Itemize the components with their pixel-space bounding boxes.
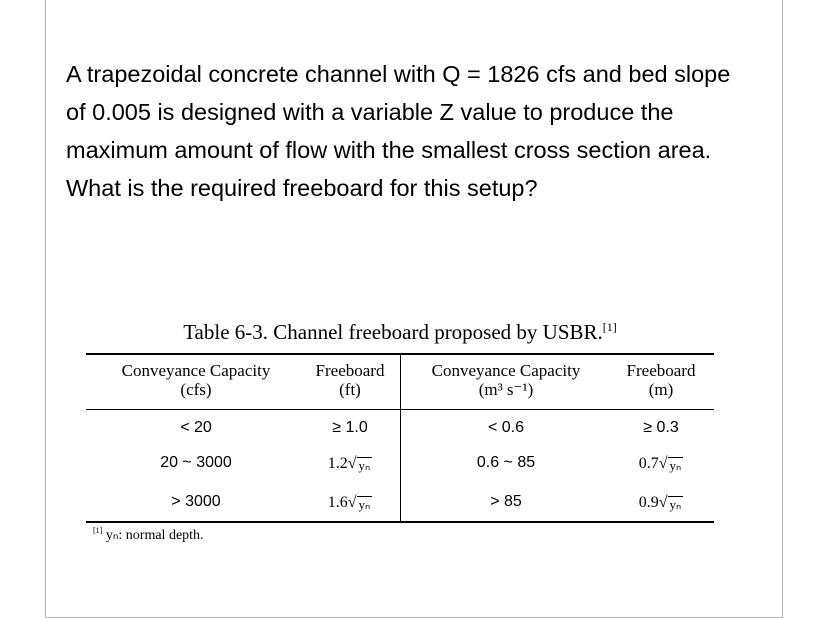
cell-freeboard-ft	[300, 492, 400, 512]
cell-capacity-m3s: < 0.6	[487, 419, 525, 436]
footnote-reference: [1]	[93, 526, 103, 535]
sqrt-sign: √	[347, 455, 357, 472]
header-conveyance-cfs	[86, 361, 306, 399]
cell-freeboard-m	[608, 453, 714, 473]
table-caption-text: Table 6-3. Channel freeboard proposed by USBR.	[183, 320, 603, 344]
sqrt-expression	[328, 454, 372, 473]
coefficient: 0.7	[638, 455, 659, 472]
coefficient: 1.2	[327, 455, 348, 472]
header-unit: (cfs)	[180, 380, 212, 399]
coefficient: 0.9	[638, 494, 659, 511]
header-conveyance-m3s	[401, 361, 611, 399]
cell-capacity-cfs: 20 ~ 3000	[160, 454, 232, 471]
cell-freeboard-ft: ≥ 1.0	[332, 419, 368, 436]
footnote-text: yₙ: normal depth.	[105, 528, 204, 543]
header-freeboard-ft	[300, 361, 400, 399]
question-text: A trapezoidal concrete channel with Q = 1826 cfs and bed slope of 0.005 is designed with a variable Z value to produce the maximum amount of flow with the smallest cross section area. What is the required freeboard for this setup?	[66, 61, 731, 201]
cell-capacity-m3s: > 85	[490, 493, 522, 510]
table-footnote	[93, 526, 204, 544]
sqrt-expression	[639, 454, 683, 473]
header-unit: (m)	[648, 380, 674, 399]
radicand: yₙ	[669, 497, 682, 512]
header-line: Freeboard	[626, 361, 696, 380]
cell-freeboard-m	[608, 492, 714, 512]
cell-capacity-m3s: 0.6 ~ 85	[476, 454, 536, 471]
coefficient: 1.6	[327, 494, 348, 511]
caption-reference: [1]	[602, 320, 617, 334]
cell-freeboard-m: ≥ 0.3	[643, 419, 679, 436]
sqrt-sign: √	[658, 455, 668, 472]
header-unit: (ft)	[339, 380, 361, 399]
radicand: yₙ	[669, 458, 682, 473]
sqrt-expression	[639, 493, 683, 512]
cell-capacity-cfs: > 3000	[171, 493, 221, 510]
sqrt-expression	[328, 493, 372, 512]
radicand: yₙ	[358, 458, 371, 473]
table-caption	[86, 320, 714, 345]
header-line: Conveyance Capacity	[121, 361, 271, 380]
header-line: Conveyance Capacity	[431, 361, 581, 380]
sqrt-sign: √	[658, 494, 668, 511]
header-line: Freeboard	[315, 361, 385, 380]
cell-freeboard-ft	[300, 453, 400, 473]
header-unit: (m³ s⁻¹)	[478, 380, 534, 399]
header-freeboard-m	[608, 361, 714, 399]
table-bottom-rule	[86, 521, 714, 523]
sqrt-sign: √	[347, 494, 357, 511]
cell-capacity-cfs: < 20	[180, 419, 212, 436]
radicand: yₙ	[358, 497, 371, 512]
